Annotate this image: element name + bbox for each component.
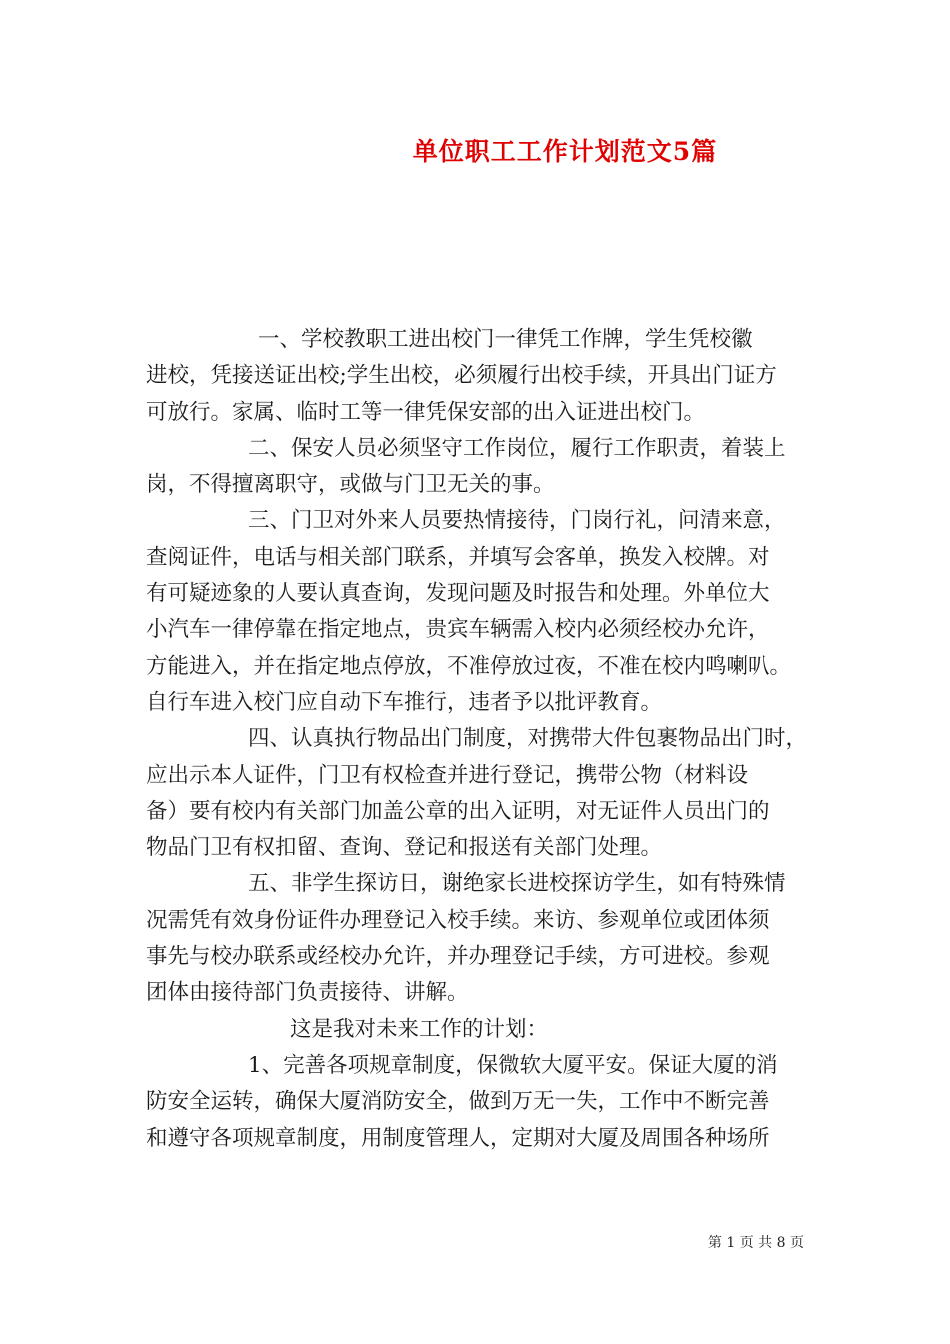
text-line: 方能进入，并在指定地点停放，不准停放过夜，不准在校内鸣喇叭。 [146, 653, 792, 679]
text-line: 事先与校办联系或经校办允许，并办理登记手续，方可进校。参观 [146, 944, 770, 970]
text-line: 岗，不得擅离职守，或做与门卫无关的事。 [146, 472, 555, 498]
text-line: 况需凭有效身份证件办理登记入校手续。来访、参观单位或团体须 [146, 907, 770, 933]
text-line: 查阅证件，电话与相关部门联系，并填写会客单，换发入校牌。对 [146, 544, 770, 570]
text-line: 团体由接待部门负责接待、讲解。 [146, 980, 469, 1006]
text-line: 进校，凭接送证出校;学生出校，必须履行出校手续，开具出门证方 [146, 363, 777, 389]
text-line: 四、认真执行物品出门制度，对携带大件包裹物品出门时， [248, 726, 808, 752]
text-line: 五、非学生探访日，谢绝家长进校探访学生，如有特殊情 [248, 871, 786, 897]
text-line: 和遵守各项规章制度，用制度管理人，定期对大厦及周围各种场所 [146, 1125, 770, 1151]
text-line: 物品门卫有权扣留、查询、登记和报送有关部门处理。 [146, 835, 663, 861]
text-line: 应出示本人证件，门卫有权检查并进行登记，携带公物（材料设 [146, 762, 749, 788]
page-footer: 第 1 页 共 8 页 [707, 1235, 804, 1251]
text-line: 二、保安人员必须坚守工作岗位，履行工作职责，着装上 [248, 435, 786, 461]
text-line: 1、完善各项规章制度，保微软大厦平安。保证大厦的消 [248, 1052, 778, 1078]
text-line: 有可疑迹象的人要认真查询，发现问题及时报告和处理。外单位大 [146, 581, 770, 607]
text-line: 自行车进入校门应自动下车推行，违者予以批评教育。 [146, 689, 663, 715]
document-title: 单位职工工作计划范文5篇 [412, 137, 718, 166]
text-line: 一、学校教职工进出校门一律凭工作牌，学生凭校徽 [258, 327, 753, 352]
text-line: 备）要有校内有关部门加盖公章的出入证明，对无证件人员出门的 [146, 798, 770, 824]
document-body [146, 322, 836, 1157]
text-line: 可放行。家属、临时工等一律凭保安部的出入证进出校门。 [146, 399, 706, 425]
text-line: 小汽车一律停靠在指定地点，贵宾车辆需入校内必须经校办允许， [146, 617, 770, 643]
text-line: 三、门卫对外来人员要热情接待，门岗行礼，问清来意， [248, 508, 786, 534]
text-line: 防安全运转，确保大厦消防安全，做到万无一失，工作中不断完善 [146, 1089, 770, 1115]
text-line: 这是我对未来工作的计划： [290, 1016, 549, 1042]
